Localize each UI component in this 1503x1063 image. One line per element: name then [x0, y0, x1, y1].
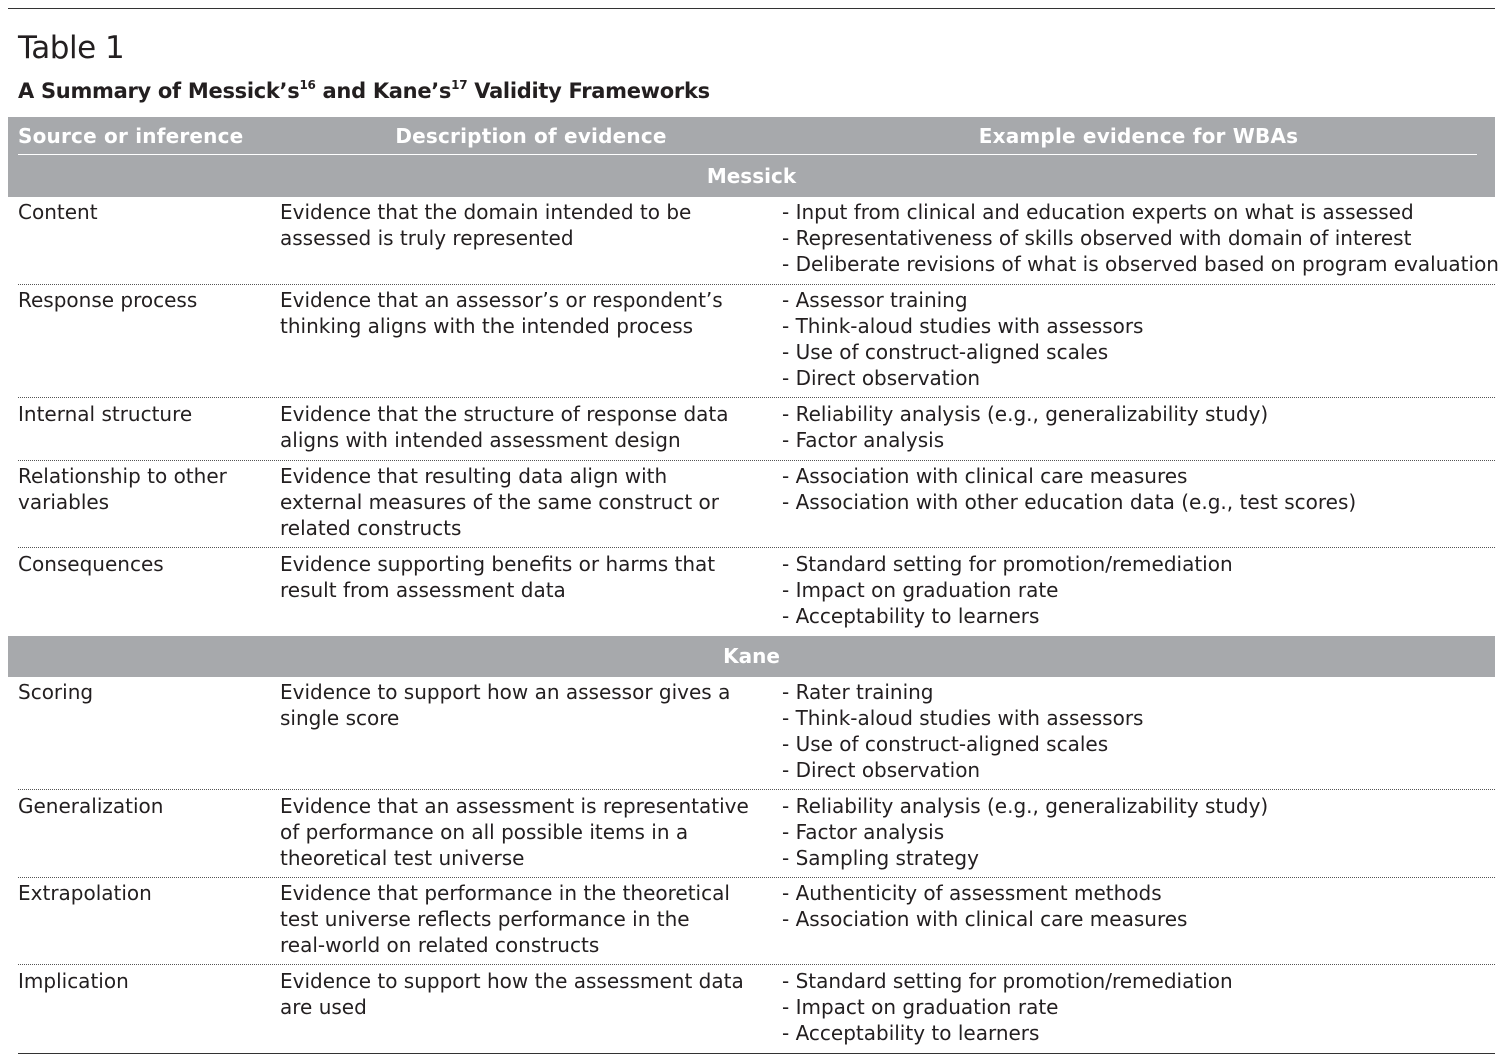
- description-line: Evidence to support how the assessment data: [280, 969, 744, 993]
- row-separator: [18, 397, 1495, 398]
- example-item: - Impact on graduation rate: [782, 994, 1233, 1020]
- description-line: Evidence supporting benefits or harms that: [280, 552, 716, 576]
- description-cell: [280, 679, 730, 731]
- example-item: - Factor analysis: [782, 819, 1268, 845]
- header-divider: [18, 154, 1477, 155]
- examples-cell: [782, 793, 1268, 871]
- description-line: Evidence that the structure of response data: [280, 402, 729, 426]
- source-cell: [18, 880, 152, 906]
- examples-cell: [782, 551, 1233, 629]
- example-item: - Sampling strategy: [782, 845, 1268, 871]
- source-cell: [18, 793, 163, 819]
- example-item: - Acceptability to learners: [782, 603, 1233, 629]
- header-examples: Example evidence for WBAs: [978, 124, 1299, 148]
- source-line: Relationship to other: [18, 464, 227, 488]
- source-line: Implication: [18, 969, 129, 993]
- source-cell: [18, 199, 98, 225]
- examples-cell: [782, 401, 1268, 453]
- row-separator: [18, 460, 1495, 461]
- header-source: Source or inference: [18, 124, 244, 148]
- description-cell: [280, 880, 730, 958]
- examples-cell: [782, 679, 1143, 783]
- row-separator: [18, 284, 1495, 285]
- example-item: - Reliability analysis (e.g., generalizability study): [782, 793, 1268, 819]
- header-description: Description of evidence: [395, 124, 667, 148]
- description-line: Evidence that performance in the theoretical: [280, 881, 730, 905]
- source-cell: [18, 968, 129, 994]
- examples-cell: [782, 287, 1143, 391]
- bottom-rule: [18, 1053, 1495, 1054]
- table-header: [8, 117, 1495, 155]
- example-item: - Acceptability to learners: [782, 1020, 1233, 1046]
- example-item: - Direct observation: [782, 757, 1143, 783]
- reference-16: 16: [299, 78, 316, 92]
- description-line: test universe reflects performance in the: [280, 907, 690, 931]
- example-item: - Rater training: [782, 679, 1143, 705]
- title-part-3: Validity Frameworks: [467, 79, 710, 103]
- examples-cell: [782, 463, 1356, 515]
- source-line: Consequences: [18, 552, 164, 576]
- description-line: single score: [280, 706, 400, 730]
- row-separator: [18, 547, 1495, 548]
- example-item: - Authenticity of assessment methods: [782, 880, 1187, 906]
- example-item: - Think-aloud studies with assessors: [782, 313, 1143, 339]
- description-line: thinking aligns with the intended process: [280, 314, 694, 338]
- description-line: assessed is truly represented: [280, 226, 574, 250]
- example-item: - Standard setting for promotion/remediation: [782, 968, 1233, 994]
- title-part-1: A Summary of Messick’s: [18, 79, 300, 103]
- description-cell: [280, 199, 691, 251]
- source-line: Extrapolation: [18, 881, 152, 905]
- example-item: - Association with clinical care measures: [782, 463, 1356, 489]
- example-item: - Impact on graduation rate: [782, 577, 1233, 603]
- example-item: - Association with clinical care measures: [782, 906, 1187, 932]
- source-cell: [18, 287, 197, 313]
- description-cell: [280, 968, 744, 1020]
- row-separator: [18, 789, 1495, 790]
- example-item: - Assessor training: [782, 287, 1143, 313]
- description-line: Evidence that the domain intended to be: [280, 200, 692, 224]
- title-part-2: and Kane’s: [315, 79, 452, 103]
- source-cell: [18, 401, 192, 427]
- description-cell: [280, 401, 729, 453]
- description-line: Evidence that resulting data align with: [280, 464, 668, 488]
- top-rule: [8, 8, 1495, 9]
- example-item: - Factor analysis: [782, 427, 1268, 453]
- example-item: - Standard setting for promotion/remediation: [782, 551, 1233, 577]
- source-line: Internal structure: [18, 402, 193, 426]
- examples-cell: [782, 968, 1233, 1046]
- description-line: Evidence to support how an assessor gives a: [280, 680, 731, 704]
- group-heading-messick: Messick: [706, 164, 797, 188]
- source-cell: [18, 679, 93, 705]
- table-label: Table 1: [18, 30, 125, 66]
- example-item: - Use of construct-aligned scales: [782, 339, 1143, 365]
- description-line: real-world on related constructs: [280, 933, 600, 957]
- source-line: Response process: [18, 288, 198, 312]
- example-item: - Direct observation: [782, 365, 1143, 391]
- description-line: Evidence that an assessment is representative: [280, 794, 749, 818]
- description-line: result from assessment data: [280, 578, 566, 602]
- example-item: - Representativeness of skills observed with domain of interest: [782, 225, 1499, 251]
- examples-cell: [782, 880, 1187, 932]
- description-line: Evidence that an assessor’s or respondent’s: [280, 288, 723, 312]
- source-line: Generalization: [18, 794, 164, 818]
- example-item: - Input from clinical and education experts on what is assessed: [782, 199, 1499, 225]
- example-item: - Association with other education data (e.g., test scores): [782, 489, 1356, 515]
- description-line: theoretical test universe: [280, 846, 525, 870]
- source-line: Scoring: [18, 680, 94, 704]
- example-item: - Deliberate revisions of what is observed based on program evaluation: [782, 251, 1499, 277]
- row-separator: [18, 877, 1495, 878]
- example-item: - Use of construct-aligned scales: [782, 731, 1143, 757]
- examples-cell: [782, 199, 1499, 277]
- source-cell: [18, 463, 227, 515]
- description-line: are used: [280, 995, 367, 1019]
- source-cell: [18, 551, 164, 577]
- description-line: external measures of the same construct or: [280, 490, 720, 514]
- description-cell: [280, 793, 749, 871]
- description-cell: [280, 463, 719, 541]
- group-heading-kane: Kane: [723, 644, 780, 668]
- description-cell: [280, 551, 715, 603]
- description-line: aligns with intended assessment design: [280, 428, 681, 452]
- source-line: variables: [18, 490, 110, 514]
- example-item: - Reliability analysis (e.g., generalizability study): [782, 401, 1268, 427]
- description-line: related constructs: [280, 516, 462, 540]
- row-separator: [18, 964, 1495, 965]
- description-cell: [280, 287, 723, 339]
- table-title: [18, 71, 710, 105]
- example-item: - Think-aloud studies with assessors: [782, 705, 1143, 731]
- reference-17: 17: [451, 78, 468, 92]
- source-line: Content: [18, 200, 98, 224]
- description-line: of performance on all possible items in a: [280, 820, 689, 844]
